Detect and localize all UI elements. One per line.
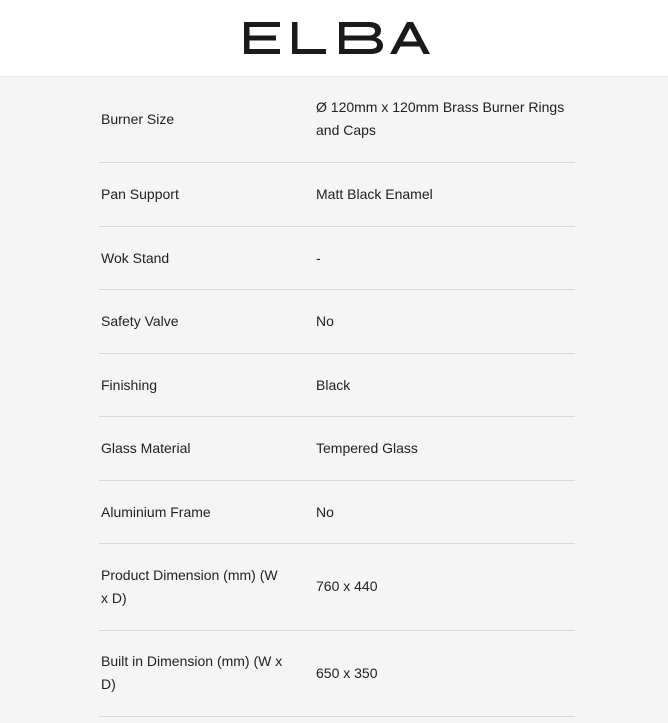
- spec-label: Built in Dimension (mm) (W x D): [101, 653, 283, 692]
- spec-row-wok-stand: [99, 227, 575, 290]
- spec-table: [0, 77, 668, 723]
- spec-row-safety-valve: [99, 290, 575, 354]
- spec-row-finishing: [99, 354, 575, 417]
- spec-value: Matt Black Enamel: [316, 186, 433, 202]
- spec-label: Aluminium Frame: [101, 504, 211, 520]
- spec-value: No: [316, 504, 334, 520]
- spec-row-pan-support: [99, 163, 575, 227]
- spec-label: Pan Support: [101, 186, 179, 202]
- spec-row-aluminium-frame: [99, 481, 575, 544]
- site-header: [0, 0, 668, 77]
- spec-label: Product Dimension (mm) (W x D): [101, 567, 278, 606]
- spec-value: -: [316, 250, 321, 266]
- spec-value: Tempered Glass: [316, 440, 418, 456]
- spec-value: Ø 120mm x 120mm Brass Burner Rings and Caps: [316, 99, 565, 138]
- spec-label: Finishing: [101, 377, 158, 393]
- spec-label: Safety Valve: [101, 313, 179, 329]
- spec-value: No: [316, 313, 334, 329]
- spec-value: 760 x 440: [316, 578, 378, 594]
- spec-row-burner-size: [99, 77, 575, 163]
- spec-label: Wok Stand: [101, 250, 170, 266]
- spec-label: Burner Size: [101, 111, 175, 127]
- spec-row-product-dimension: [99, 544, 575, 631]
- spec-value: 650 x 350: [316, 665, 378, 681]
- spec-row-built-in-dimension: [99, 631, 575, 717]
- elba-logo[interactable]: [244, 22, 430, 54]
- spec-value: Black: [316, 377, 351, 393]
- spec-label: Glass Material: [101, 440, 191, 456]
- spec-row-glass-material: [99, 417, 575, 481]
